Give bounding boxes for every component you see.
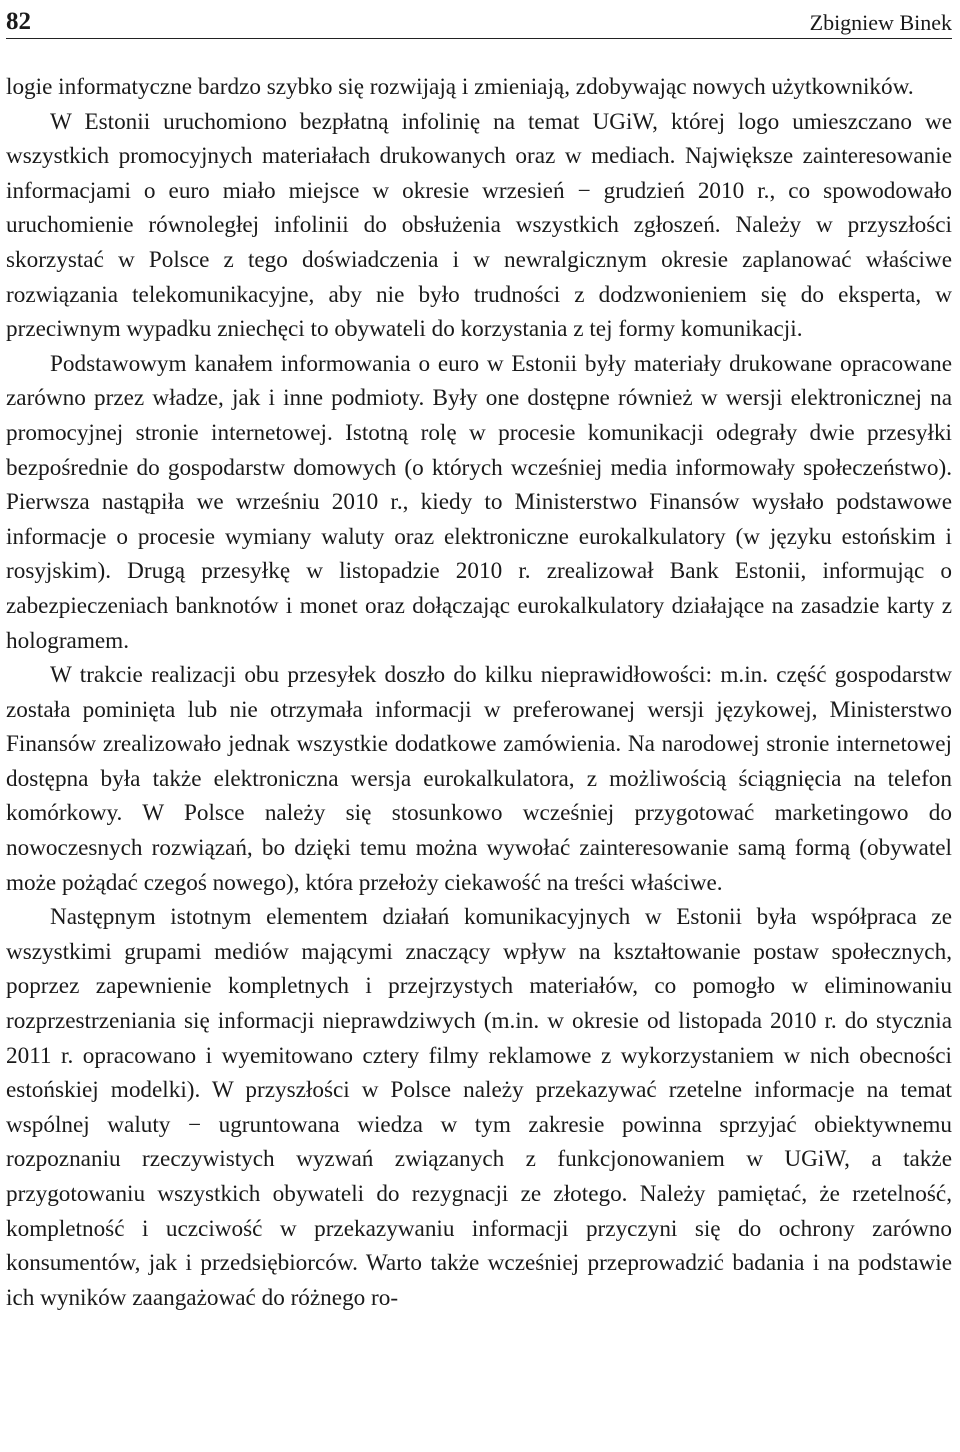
author-name: Zbigniew Binek — [809, 10, 952, 35]
paragraph-infolinia: W Estonii uruchomiono bezpłatną infolinię na temat UGiW, której logo umieszczano we wszystkich promocyjnych materiałach drukowanych oraz w mediach. Największe zainteresowanie informacjami o euro miało miejsce w okresie wrzesień − grudzień 2010 r., co spowodowało uruchomienie równoległej infolinii do obsłużenia wszystkich zgłoszeń. Należy w przyszłości skorzystać w Polsce z tego doświadczenia i w newralgicznym okresie zaplanować właściwe rozwiązania telekomunikacyjne, aby nie było trudności z dodzwonieniem się do eksperta, w przeciwnym wypadku zniechęci to obywateli do korzystania z tej formy komunikacji. — [6, 108, 952, 343]
paragraph-nieprawidlowosci: W trakcie realizacji obu przesyłek doszło do kilku nieprawidłowości: m.in. część gospodarstw została pominięta lub nie otrzymała informacji w preferowanej wersji językowej, Ministerstwo Finansów zrealizowało jednak wszystkie dodatkowe zamówienia. Na narodowej stronie internetowej dostępna była także elektroniczna wersja eurokalkulatora, z możliwością ściągnięcia na telefon komórkowy. W Polsce należy się stosunkowo wcześniej przygotować marketingowo do nowoczesnych rozwiązań, bo dzięki temu można wywołać zainteresowanie samą formą (obywatel może pożądać czegoś nowego), która przełoży ciekawość na treści właściwe. — [6, 662, 952, 896]
paragraph-materialy-drukowane: Podstawowym kanałem informowania o euro w Estonii były materiały drukowane opracowane zarówno przez władze, jak i inne podmioty. Były one dostępne również w wersji elektronicznej na promocyjnej stronie internetowej. Istotną rolę w procesie komunikacji odegrały dwie przesyłki bezpośrednie do gospodarstw domowych (o których wcześniej media informowały społeczeństwo). Pierwsza nastąpiła we wrześniu 2010 r., kiedy to Ministerstwo Finansów wysłało podstawowe informacje o procesie wymiany waluty oraz elektroniczne eurokalkulatory (w języku estońskim i rosyjskim). Drugą przesyłkę w listopadzie 2010 r. zrealizował Bank Estonii, informując o zabezpieczeniach banknotów i monet oraz dołączając eurokalkulatory działające na zasadzie karty z hologramem. — [6, 350, 952, 654]
paragraph-wspolpraca-z-mediami: Następnym istotnym elementem działań komunikacyjnych w Estonii była współpraca ze wszystkimi grupami mediów mającymi znaczący wpływ na kształtowanie postaw społecznych, poprzez zapewnienie kompletnych i przejrzystych materiałów, co pomogło w eliminowaniu rozprzestrzeniania się informacji nieprawdziwych (m.in. w okresie od listopada 2010 r. do stycznia 2011 r. opracowano i wyemitowano cztery filmy reklamowe z wykorzystaniem w nich obecności estońskiej modelki). W przyszłości w Polsce należy przekazywać rzetelne informacje na temat wspólnej waluty − ugruntowana wiedza w tym zakresie powinna sprzyjać obiektywnemu rozpoznaniu rzeczywistych wyzwań związanych z funkcjonowaniem w UGiW, a także przygotowaniu wszystkich obywateli do rezygnacji ze złotego. Należy pamiętać, że rzetelność, kompletność i uczciwość w przekazywaniu informacji przyczyni się do ochrony zarówno konsumentów, jak i przedsiębiorców. Warto także wcześniej przeprowadzić badania i na podstawie ich wyników zaangażować do różnego ro- — [6, 904, 952, 1311]
page-number: 82 — [6, 8, 31, 35]
paragraph-continuation: logie informatyczne bardzo szybko się rozwijają i zmieniają, zdobywając nowych użytkowników. — [6, 74, 914, 100]
running-header — [6, 0, 952, 39]
body-text — [6, 70, 952, 1315]
